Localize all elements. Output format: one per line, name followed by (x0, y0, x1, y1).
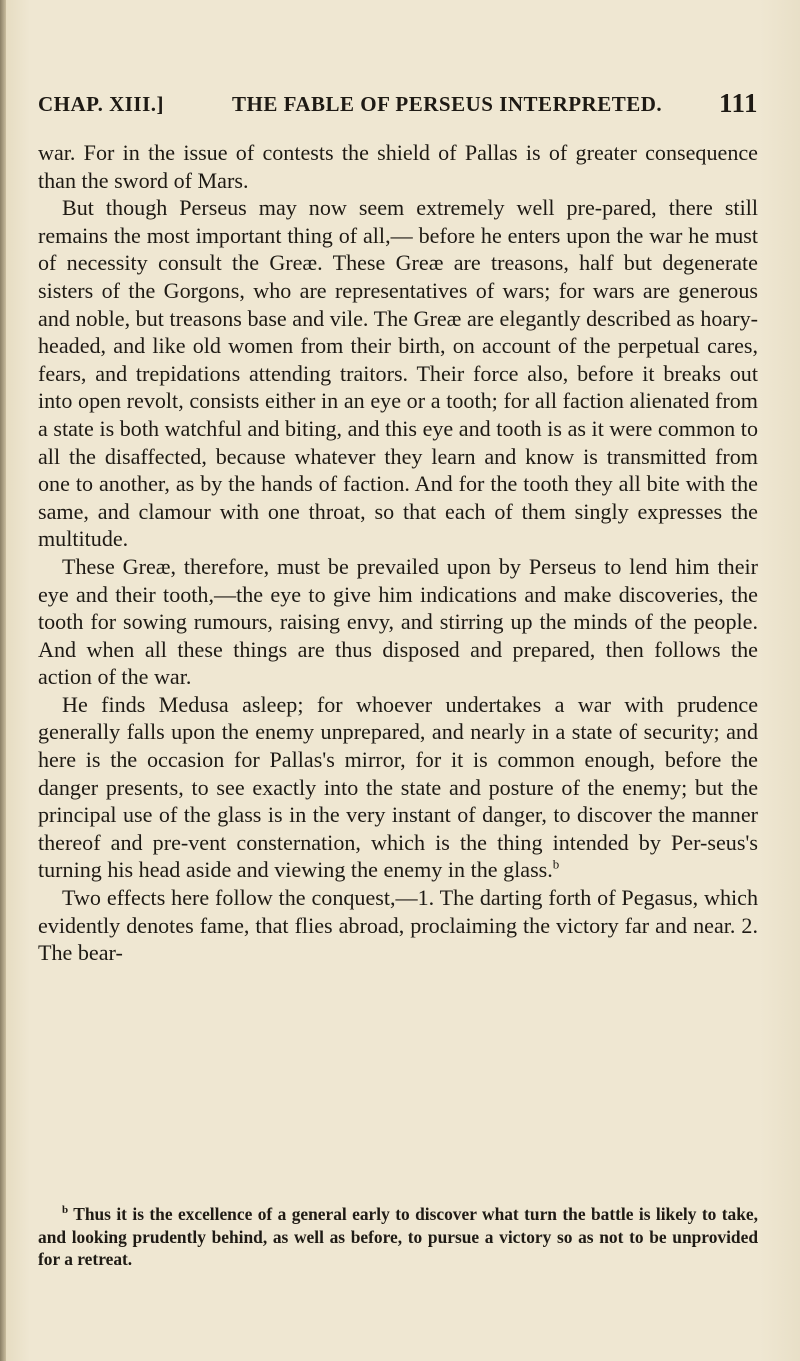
paragraph: These Greæ, therefore, must be prevailed upon by Perseus to lend him their eye and their tooth,—the eye to give him indications and make discoveries, the tooth for sowing rumours, raising envy, and stirring up the minds of the people. And when all these things are thus disposed and prepared, then follows the action of the war. (38, 553, 758, 690)
footnote-reference: b (552, 857, 560, 873)
footnote (38, 1203, 758, 1271)
running-header (38, 88, 758, 122)
paragraph: war. For in the issue of contests the shield of Pallas is of greater consequence than the sword of Mars. (38, 140, 758, 193)
page-binding-edge (0, 0, 6, 1361)
chapter-label: CHAP. XIII.] (38, 92, 164, 116)
footnote-text: Thus it is the excellence of a general early to discover what turn the battle is likely to take, and looking prudently behind, as well as before, to pursue a victory so as not to be unprovided for a retreat. (38, 1204, 758, 1269)
paragraph-text: He finds Medusa asleep; for whoever undertakes a war with prudence generally falls upon the enemy unprepared, and nearly in a state of security; and here is the occasion for Pallas's mirror, for it is common enough, before the danger presents, to see exactly into the state and posture of the enemy; but the principal use of the glass is in the very instant of danger, to discover the manner thereof and pre-vent consternation, which is the thing intended by Per-seus's turning his head aside and viewing the enemy in the glass. (38, 691, 758, 883)
paragraph: Two effects here follow the conquest,—1. The darting forth of Pegasus, which evidently denotes fame, that flies abroad, proclaiming the victory far and near. 2. The bear- (38, 885, 758, 966)
running-title: THE FABLE OF PERSEUS INTERPRETED. (232, 92, 663, 116)
page-number: 111 (718, 88, 758, 118)
paragraph (38, 691, 758, 884)
body-text (38, 139, 758, 967)
footnote-marker: b (62, 1204, 69, 1217)
paragraph: But though Perseus may now seem extremely well pre-pared, there still remains the most important thing of all,— before he enters upon the war he must of necessity consult the Greæ. These Greæ are treasons, half but degenerate sisters of the Gorgons, who are representatives of wars; for wars are generous and noble, but treasons base and vile. The Greæ are elegantly described as hoary-headed, and like old women from their birth, on account of the perpetual cares, fears, and trepidations attending traitors. Their force also, before it breaks out into open revolt, consists either in an eye or a tooth; for all faction alienated from a state is both watchful and biting, and this eye and tooth is as it were common to all the disaffected, because whatever they learn and know is transmitted from one to another, as by the hands of faction. And for the tooth they all bite with the same, and clamour with one throat, so that each of them singly expresses the multitude. (38, 195, 758, 552)
